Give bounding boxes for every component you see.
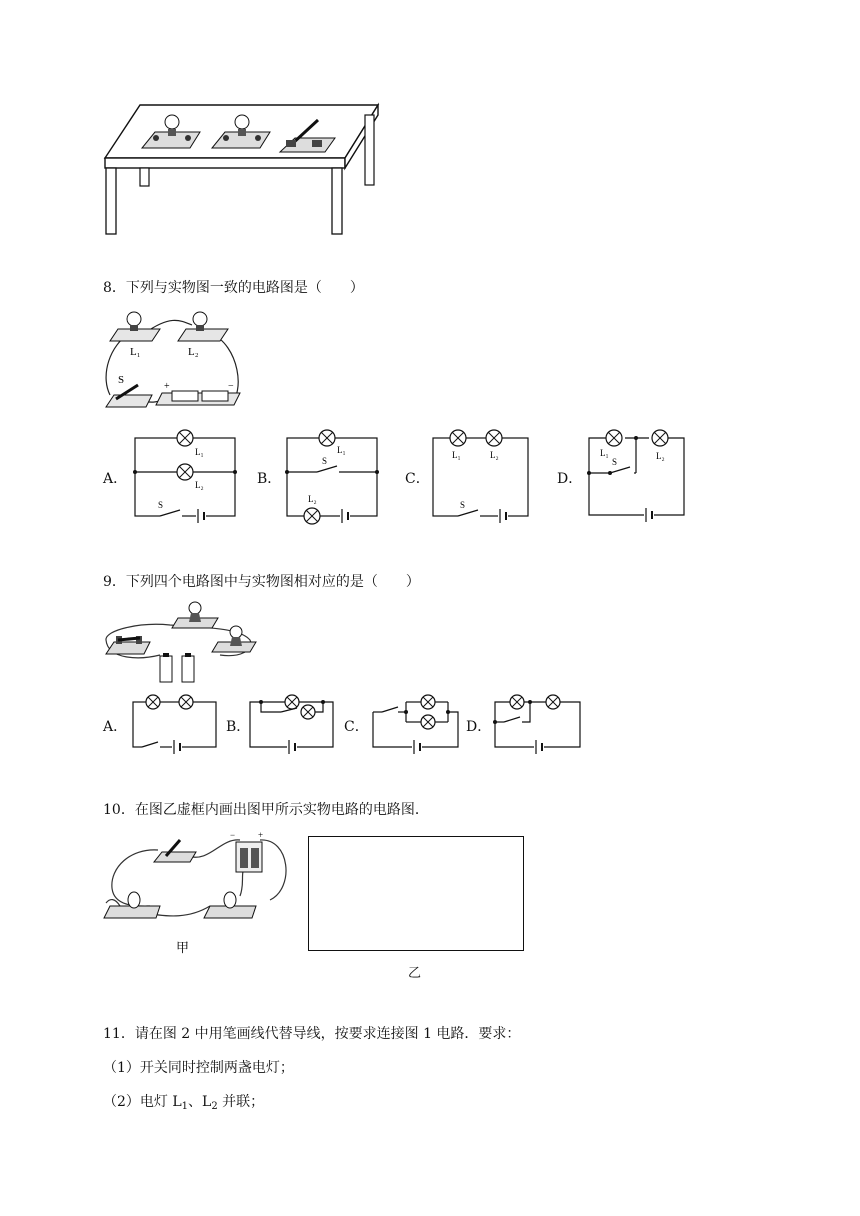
question-11-req-1: （1）开关同时控制两盏电灯； <box>103 1060 294 1076</box>
svg-text:L₂: L₂ <box>656 451 665 461</box>
svg-text:L₁: L₁ <box>337 445 346 455</box>
answer-box-yi[interactable] <box>308 836 524 951</box>
question-11-text: 11．请在图 2 中用笔画线代替导线，按要求连接图 1 电路．要求： <box>103 1026 521 1042</box>
q10-battery-minus: − <box>230 830 236 840</box>
svg-text:L₁: L₁ <box>600 448 609 458</box>
q9-option-c-label[interactable]: C． <box>344 719 369 735</box>
q8-option-d-diagram[interactable] <box>584 423 694 523</box>
svg-text:L₂: L₂ <box>195 480 204 490</box>
svg-text:S: S <box>612 457 618 467</box>
lamp-symbol <box>177 430 193 446</box>
svg-text:L₁: L₁ <box>452 450 461 460</box>
q8-real-label-s: S <box>118 374 125 386</box>
svg-text:S: S <box>158 500 164 510</box>
svg-text:S: S <box>460 500 466 510</box>
svg-text:L₁: L₁ <box>195 447 204 457</box>
figure-label-yi: 乙 <box>408 966 422 981</box>
q8-option-b-diagram[interactable] <box>282 428 392 523</box>
q9-real-circuit-photo <box>100 600 260 685</box>
q8-option-b-label[interactable]: B． <box>257 471 282 487</box>
q8-real-circuit-photo <box>100 305 250 410</box>
q9-option-a-label[interactable]: A． <box>103 719 128 735</box>
q8-real-label-l1: L₁ <box>130 346 141 358</box>
question-9-text: 9．下列四个电路图中与实物图相对应的是（ ） <box>103 574 420 590</box>
q8-option-d-label[interactable]: D． <box>557 471 583 487</box>
q8-real-plus: + <box>164 381 170 392</box>
q9-option-b-label[interactable]: B． <box>226 719 251 735</box>
table-illustration <box>100 100 390 240</box>
q10-real-circuit-photo-jia <box>100 828 300 963</box>
q9-option-b-diagram[interactable] <box>245 688 345 755</box>
figure-label-jia: 甲 <box>176 940 190 955</box>
q9-option-d-diagram[interactable] <box>490 688 590 755</box>
lamp-symbol <box>177 464 193 480</box>
svg-text:L₂: L₂ <box>308 494 317 504</box>
q9-option-a-diagram[interactable] <box>128 690 223 755</box>
question-8-text: 8．下列与实物图一致的电路图是（ ） <box>103 280 364 296</box>
q9-option-d-label[interactable]: D． <box>466 719 492 735</box>
q10-battery-plus: + <box>258 830 264 840</box>
q9-option-c-diagram[interactable] <box>368 688 468 755</box>
q8-option-a-label[interactable]: A． <box>103 471 128 487</box>
q8-option-a-diagram[interactable] <box>130 428 240 523</box>
question-10-text: 10．在图乙虚框内画出图甲所示实物电路的电路图． <box>103 802 429 818</box>
question-11-req-2: （2）电灯 $L_1$、$L_2$ 并联； <box>103 1094 265 1112</box>
q8-real-minus: − <box>228 381 234 392</box>
q8-real-label-l2: L₂ <box>188 346 199 358</box>
q8-option-c-label[interactable]: C． <box>405 471 430 487</box>
svg-text:S: S <box>322 456 328 466</box>
svg-text:L₂: L₂ <box>490 450 499 460</box>
q8-option-c-diagram[interactable] <box>428 428 538 523</box>
